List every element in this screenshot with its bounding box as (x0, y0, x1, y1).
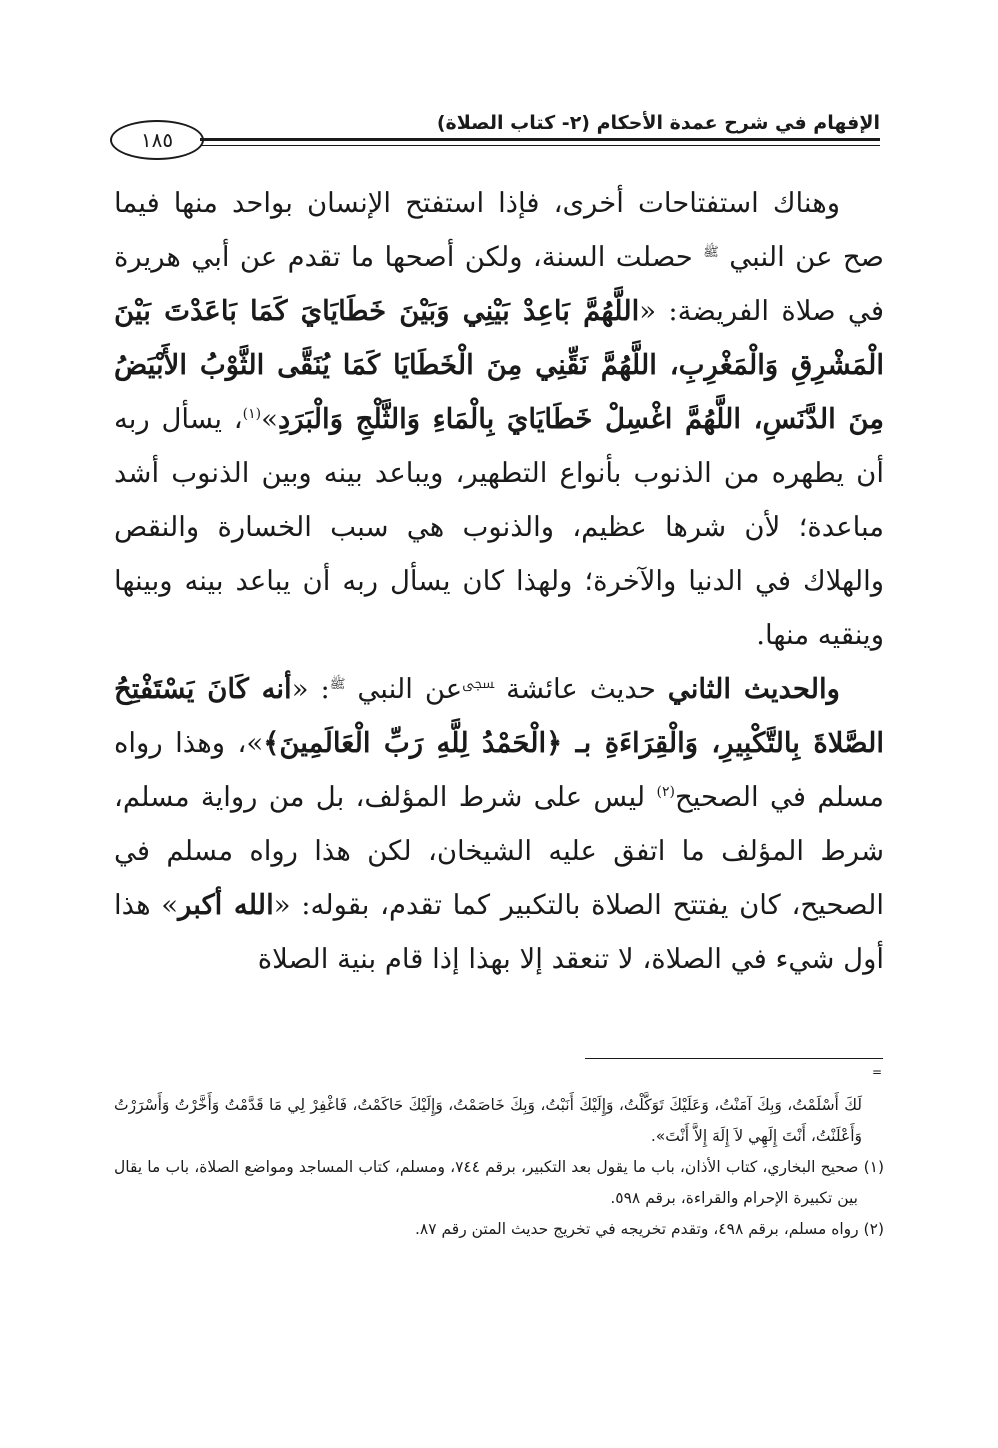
text-segment: حديث عائشة (494, 673, 668, 705)
running-header-title: الإفهام في شرح عمدة الأحكام (٢- كتاب الصلاة) (436, 112, 880, 134)
hadith-quote: أنه كَانَ يَسْتَفْتِحُ الصَّلاةَ بِالتَّكْبِيرِ، وَالْقِرَاءَةِ بـ ﴿الْحَمْدُ لِلَّهِ رَبِّ الْعَالَمِينَ﴾ (114, 673, 885, 759)
quote-close: » (261, 403, 278, 435)
footnote-ref-1: (١) (242, 405, 262, 422)
page-number-badge (110, 120, 204, 160)
text-segment: وهناك استفتاحات أخرى، فإذا استفتح الإنسان بواحد منها فيما صح عن النبي (114, 187, 884, 273)
footnote-2: (٢) رواه مسلم، برقم ٤٩٨، وتقدم تخريجه في تخريج حديث المتن رقم ٨٧. (414, 1220, 884, 1238)
header-rule-thin (200, 145, 880, 146)
paragraph-first-hadith (114, 176, 884, 662)
honorific-mark: ﵞ (462, 676, 495, 692)
footnote-ref-2: (٢) (656, 783, 675, 800)
honorific-mark: ﷺ (703, 244, 719, 260)
main-text (114, 176, 884, 986)
paragraph-second-hadith (114, 662, 884, 986)
text-segment: ، يسأل ربه أن يطهره من الذنوب بأنواع التطهير، ويباعد بينه وبين الذنوب أشد مباعدة؛ لأن شرها عظيم، والذنوب هي سبب الخسارة والنقص والهلاك في الدنيا والآخرة؛ ولهذا كان يسأل ربه أن يباعد بينه وبينها وينقيه منها. (114, 403, 884, 651)
page-number: ١٨٥ (140, 128, 174, 152)
footnote-continuation-mark: = (872, 1065, 883, 1079)
header-rule-thick (200, 138, 880, 141)
takbir-phrase: الله أكبر (178, 889, 274, 921)
quote-close: »، (237, 727, 264, 759)
text-segment: ليس على شرط المؤلف، بل من رواية مسلم، شرط المؤلف ما اتفق عليه الشيخان، لكن هذا رواه مسلم في الصحيح، كان يفتتح الصلاة بالتكبير كما تقدم، بقوله: « (114, 781, 884, 921)
footnote-continuation: لَكَ أَسْلَمْتُ، وَبِكَ آمَنْتُ، وَعَلَيْكَ تَوَكَّلْتُ، وَإِلَيْكَ أَنَبْتُ، وَبِكَ خَاصَمْتُ، وَإِلَيْكَ حَاكَمْتُ، فَاغْفِرْ لِي مَا قَدَّمْتُ وَأَخَّرْتُ وَأَسْرَرْتُ وَأَعْلَنْتُ، أَنْتَ إِلَهِي لاَ إِلَهَ إِلاَّ أَنْتَ». (114, 1096, 862, 1145)
hadith-quote: اللَّهُمَّ بَاعِدْ بَيْنِي وَبَيْنَ خَطَايَايَ كَمَا بَاعَدْتَ بَيْنَ الْمَشْرِقِ وَالْمَغْرِبِ، اللَّهُمَّ نَقِّنِي مِنَ الْخَطَايَا كَمَا يُنَقَّى الثَّوْبُ الأَبْيَضُ مِنَ الدَّنَسِ، اللَّهُمَّ اغْسِلْ خَطَايَايَ بِالْمَاءِ وَالثَّلْجِ وَالْبَرَدِ (114, 295, 884, 435)
footnote-1: (١) صحيح البخاري، كتاب الأذان، باب ما يقول بعد التكبير، برقم ٧٤٤، ومسلم، كتاب المساجد ومواضع الصلاة، باب ما يقال بين تكبيرة الإحرام والقراءة، برقم ٥٩٨. (114, 1158, 885, 1207)
text-segment: حصلت السنة، ولكن أصحها ما تقدم عن أبي هريرة في صلاة الفريضة: « (114, 241, 884, 327)
text-segment: وهذا رواه مسلم في الصحيح (114, 727, 884, 813)
footnote-separator (585, 1058, 883, 1059)
text-segment: عن النبي (345, 673, 463, 705)
text-segment: : « (291, 673, 330, 705)
text-segment: » هذا أول شيء في الصلاة، لا تنعقد إلا بهذا إذا قام بنية الصلاة (114, 889, 884, 975)
honorific-mark: ﷺ (329, 676, 346, 692)
section-heading: والحديث الثاني (667, 673, 840, 705)
footnotes (114, 1090, 884, 1245)
